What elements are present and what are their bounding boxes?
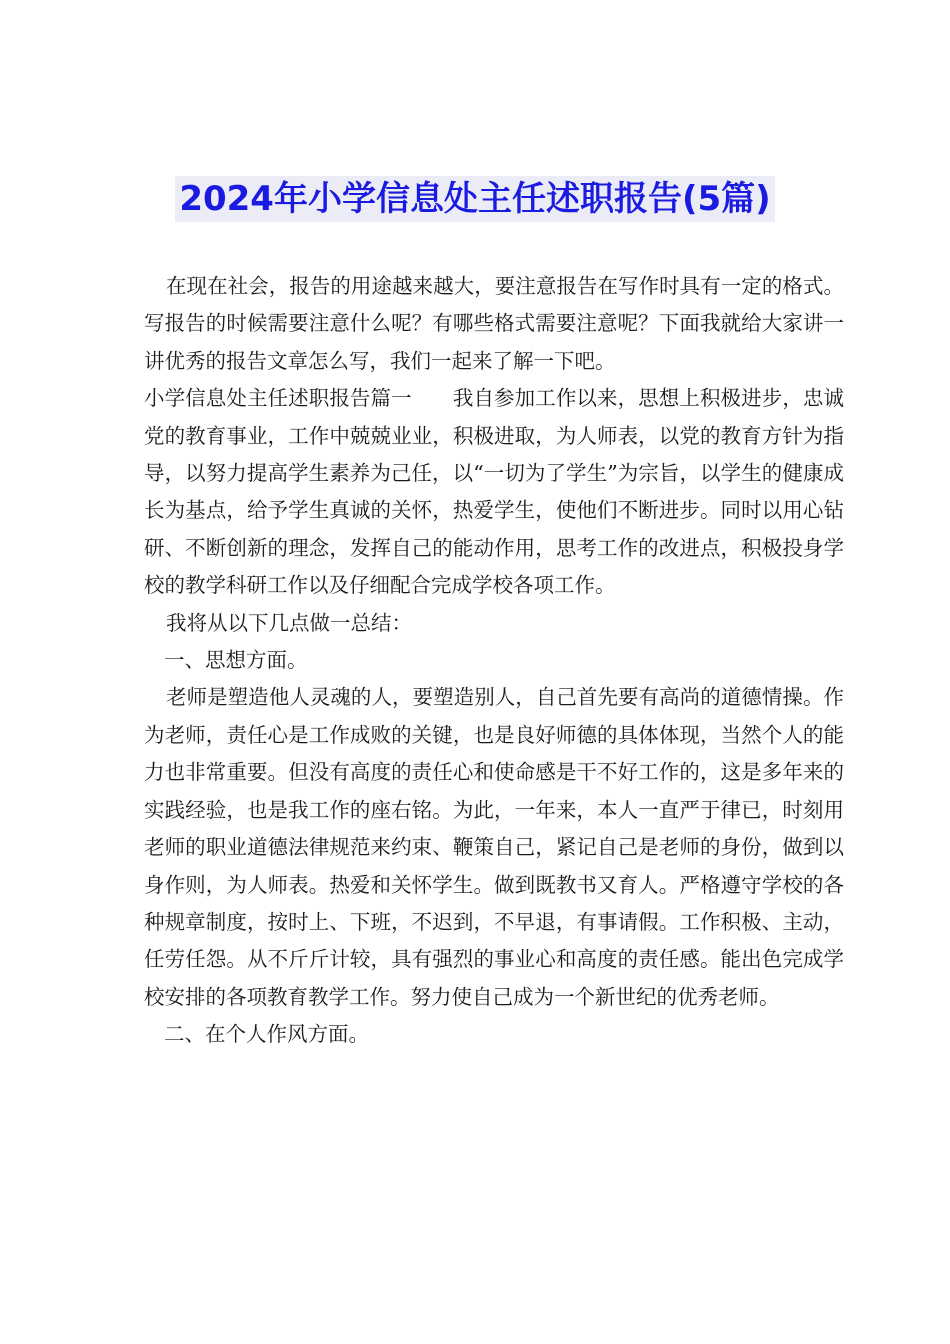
document-title: 2024年小学信息处主任述职报告(5篇)	[175, 176, 774, 222]
document-body	[144, 268, 844, 1054]
section-paragraph: 小学信息处主任述职报告篇一 我自参加工作以来，思想上积极进步，忠诚党的教育事业，工作中兢兢业业，积极进取，为人师表，以党的教育方针为指导，以努力提高学生素养为己任，以“一切为了学生”为宗旨，以学生的健康成长为基点，给予学生真诚的关怀，热爱学生，使他们不断进步。同时以用心钻研、不断创新的理念，发挥自己的能动作用，思考工作的改进点，积极投身学校的教学科研工作以及仔细配合完成学校各项工作。	[144, 386, 844, 598]
intro-paragraph: 在现在社会，报告的用途越来越大，要注意报告在写作时具有一定的格式。写报告的时候需要注意什么呢？有哪些格式需要注意呢？下面我就给大家讲一讲优秀的报告文章怎么写，我们一起来了解一下吧。	[144, 274, 844, 373]
heading-style: 二、在个人作风方面。	[164, 1022, 369, 1047]
heading-thought: 一、思想方面。	[164, 648, 308, 673]
thought-paragraph: 老师是塑造他人灵魂的人，要塑造别人，自己首先要有高尚的道德情操。作为老师，责任心是工作成败的关键，也是良好师德的具体体现，当然个人的能力也非常重要。但没有高度的责任心和使命感是干不好工作的，这是多年来的实践经验，也是我工作的座右铭。为此，一年来，本人一直严于律已，时刻用老师的职业道德法律规范来约束、鞭策自己，紧记自己是老师的身份，做到以身作则，为人师表。热爱和关怀学生。做到既教书又育人。严格遵守学校的各种规章制度，按时上、下班，不迟到，不早退，有事请假。工作积极、主动，任劳任怨。从不斤斤计较，具有强烈的事业心和高度的责任感。能出色完成学校安排的各项教育教学工作。努力使自己成为一个新世纪的优秀老师。	[144, 685, 844, 1009]
summary-intro-paragraph: 我将从以下几点做一总结：	[166, 610, 412, 635]
title-wrap	[0, 176, 950, 222]
